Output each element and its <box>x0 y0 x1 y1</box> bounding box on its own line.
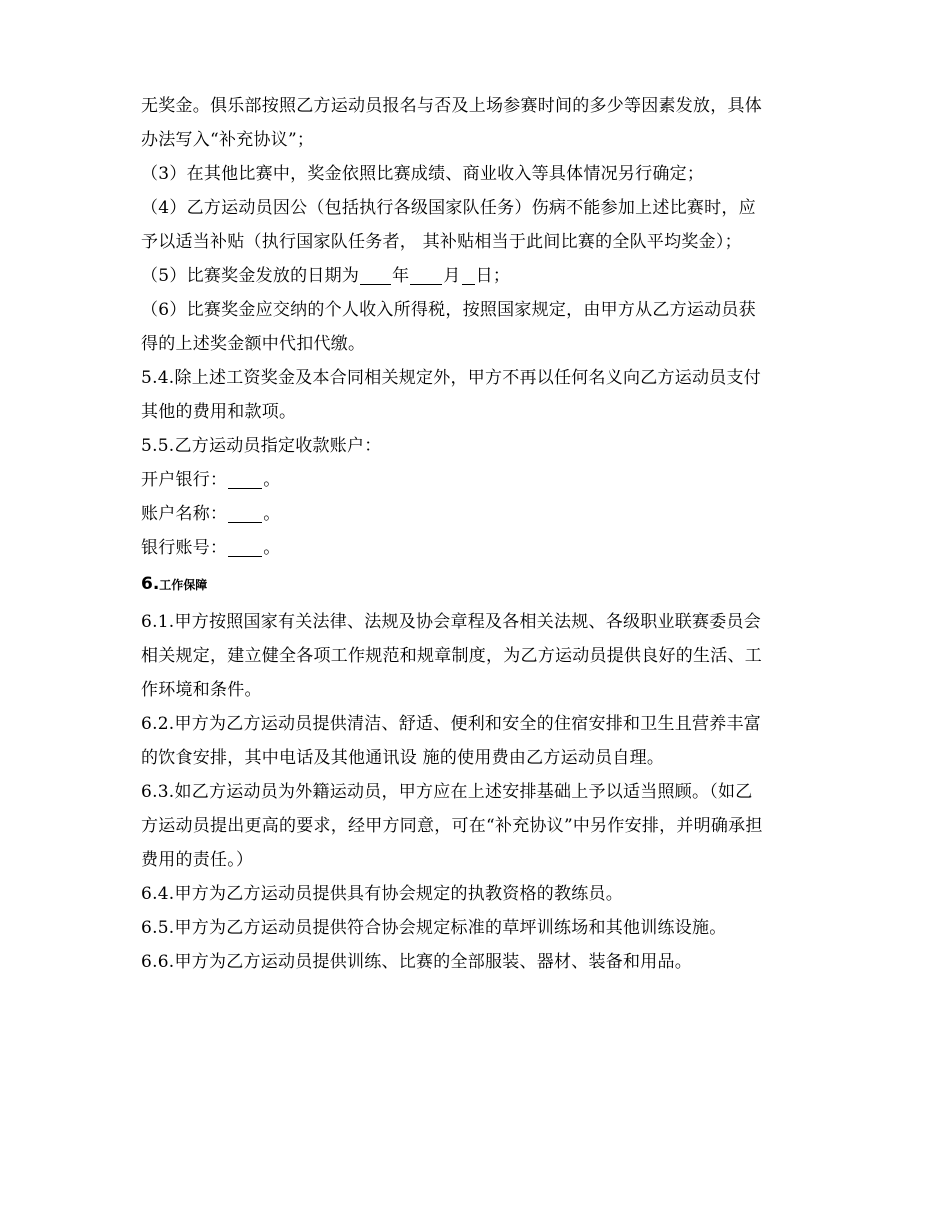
account-name-blank <box>228 504 262 523</box>
account-number-row <box>141 531 811 565</box>
section-6-title: 工作保障 <box>159 578 208 592</box>
clause-6-4: 6.4.甲方为乙方运动员提供具有协会规定的执教资格的教练员。 <box>141 884 623 904</box>
clause-6-2-line-2: 的饮食安排，其中电话及其他通讯设 施的使用费由乙方运动员自理。 <box>141 748 665 768</box>
item-5-prefix: （5）比赛奖金发放的日期为 <box>141 266 360 286</box>
account-name-row <box>141 497 811 531</box>
paragraph-intro-line-1: 无奖金。俱乐部按照乙方运动员报名与否及上场参赛时间的多少等因素发放，具体 <box>141 96 762 116</box>
day-blank <box>462 266 475 285</box>
section-6-heading <box>141 567 811 601</box>
document-body <box>141 89 811 979</box>
paragraph-intro-line-2: 办法写入“补充协议”； <box>141 130 315 150</box>
item-6-line-1: （6）比赛奖金应交纳的个人收入所得税，按照国家规定，由甲方从乙方运动员获 <box>141 300 756 320</box>
year-blank <box>360 266 391 285</box>
clause-6-6: 6.6.甲方为乙方运动员提供训练、比赛的全部服装、器材、装备和用品。 <box>141 952 692 972</box>
bank-blank <box>228 470 262 489</box>
clause-6-3-line-2: 方运动员提出更高的要求，经甲方同意，可在“补充协议”中另作安排，并明确承担 <box>141 816 763 836</box>
month-blank <box>410 266 442 285</box>
clause-6-2-line-1: 6.2.甲方为乙方运动员提供清洁、舒适、便利和安全的住宿安排和卫生且营养丰富 <box>141 714 761 734</box>
clause-6-3-line-1: 6.3.如乙方运动员为外籍运动员，甲方应在上述安排基础上予以适当照顾。（如乙 <box>141 782 753 802</box>
item-4-line-1: （4）乙方运动员因公（包括执行各级国家队任务）伤病不能参加上述比赛时，应 <box>141 198 756 218</box>
year-label: 年 <box>392 266 410 286</box>
account-number-blank <box>228 538 262 557</box>
clause-5-4-line-1: 5.4.除上述工资奖金及本合同相关规定外，甲方不再以任何名义向乙方运动员支付 <box>141 368 761 388</box>
account-name-label: 账户名称： <box>141 504 228 524</box>
section-6-number: 6. <box>141 574 160 594</box>
bank-label: 开户银行： <box>141 470 228 490</box>
clause-5-4-line-2: 其他的费用和款项。 <box>141 402 297 422</box>
clause-6-3-line-3: 费用的责任。） <box>141 850 254 870</box>
clause-6-5: 6.5.甲方为乙方运动员提供符合协会规定标准的草坪训练场和其他训练设施。 <box>141 918 727 938</box>
bank-end-mark: 。 <box>263 470 281 490</box>
item-3: （3）在其他比赛中，奖金依照比赛成绩、商业收入等具体情况另行确定； <box>141 164 705 184</box>
item-6-line-2: 得的上述奖金额中代扣代缴。 <box>141 334 366 354</box>
account-number-label: 银行账号： <box>141 538 228 558</box>
day-label: 日； <box>475 266 511 286</box>
clause-6-1-line-1: 6.1.甲方按照国家有关法律、法规及协会章程及各相关法规、各级职业联赛委员会 <box>141 612 761 632</box>
bank-name-row <box>141 463 811 497</box>
clause-6-1-line-2: 相关规定，建立健全各项工作规范和规章制度，为乙方运动员提供良好的生活、工 <box>141 646 762 666</box>
account-number-end-mark: 。 <box>263 538 281 558</box>
month-label: 月 <box>443 266 461 286</box>
clause-6-1-line-3: 作环境和条件。 <box>141 680 262 700</box>
item-5-payment-date <box>141 259 811 293</box>
account-name-end-mark: 。 <box>263 504 281 524</box>
item-4-line-2: 予以适当补贴（执行国家队任务者， 其补贴相当于此间比赛的全队平均奖金）； <box>141 232 742 252</box>
clause-5-5-title: 5.5.乙方运动员指定收款账户： <box>141 436 382 456</box>
